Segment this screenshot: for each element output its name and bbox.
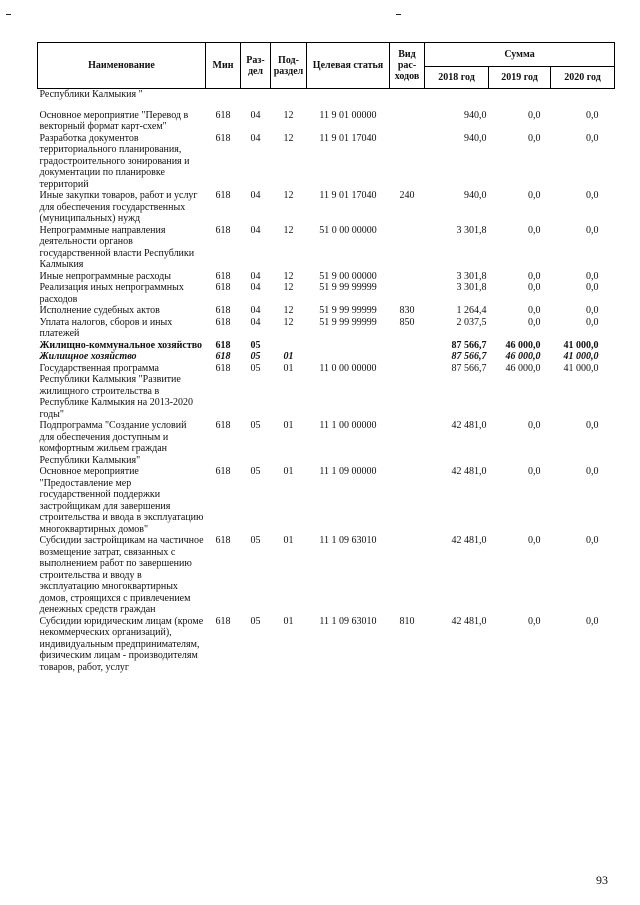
row-razdel: 04 bbox=[250, 109, 261, 121]
row-expense-type bbox=[390, 535, 425, 616]
row-podrazdel: 01 bbox=[283, 466, 294, 477]
table-row bbox=[38, 363, 615, 421]
table-row bbox=[38, 282, 615, 305]
row-name: Иные закупки товаров, работ и услуг для обеспечения государственных (муниципальных) нужд bbox=[39, 190, 198, 224]
row-razdel: 05 bbox=[250, 420, 261, 431]
row-name: Государственная программа Республики Калмыкия "Развитие жилищного строительства в Республике Калмыкия на 2013-2020 годы" bbox=[39, 362, 194, 420]
row-expense-type bbox=[390, 225, 425, 271]
row-podrazdel: 12 bbox=[283, 132, 294, 144]
row-sum-2020: 0,0 bbox=[586, 420, 599, 431]
row-razdel: 05 bbox=[250, 362, 261, 374]
row-name: Жилищное хозяйство bbox=[39, 351, 137, 362]
row-sum-2019: 46 000,0 bbox=[505, 351, 541, 362]
row-razdel: 05 bbox=[250, 615, 261, 627]
row-sum-2020: 0,0 bbox=[586, 535, 599, 546]
row-sum-2020: 0,0 bbox=[586, 316, 599, 328]
header-name: Наименование bbox=[38, 43, 206, 89]
row-name: Субсидии юридическим лицам (кроме некоммерческих организаций), индивидуальным предпринимателям, физическим лицам - производителям товаров, работ, услуг bbox=[39, 615, 204, 673]
row-min: 618 bbox=[215, 466, 231, 477]
row-target-article: 11 0 00 00000 bbox=[319, 362, 377, 374]
row-min: 618 bbox=[215, 109, 231, 121]
row-min: 618 bbox=[215, 420, 231, 431]
row-sum-2018: 42 481,0 bbox=[451, 466, 487, 477]
row-podrazdel: 01 bbox=[283, 362, 294, 374]
row-sum-2020: 0,0 bbox=[586, 109, 599, 121]
row-min: 618 bbox=[215, 305, 231, 316]
row-min: 618 bbox=[215, 190, 231, 201]
row-expense-type bbox=[390, 282, 425, 305]
row-razdel: 04 bbox=[250, 190, 261, 201]
row-razdel: 05 bbox=[250, 535, 261, 546]
row-target-article: 11 1 09 00000 bbox=[319, 466, 377, 477]
row-sum-2019: 0,0 bbox=[528, 282, 541, 293]
scan-mark-left bbox=[6, 14, 11, 15]
row-target-article: 11 9 01 17040 bbox=[319, 132, 377, 144]
row-sum-2020: 0,0 bbox=[586, 305, 599, 316]
row-expense-type: 810 bbox=[399, 615, 415, 627]
row-expense-type bbox=[390, 340, 425, 352]
row-sum-2020: 0,0 bbox=[586, 466, 599, 477]
table-body bbox=[38, 89, 615, 674]
row-name: Иные непрограммные расходы bbox=[39, 270, 171, 282]
scan-mark-center bbox=[396, 14, 401, 15]
table-row bbox=[38, 466, 615, 535]
row-sum-2019 bbox=[489, 89, 551, 101]
row-podrazdel: 01 bbox=[283, 351, 294, 362]
row-sum-2019: 0,0 bbox=[528, 224, 541, 236]
row-min: 618 bbox=[215, 224, 231, 236]
row-target-article bbox=[307, 351, 390, 363]
row-razdel: 05 bbox=[250, 351, 261, 362]
header-year-2018: 2018 год bbox=[425, 67, 489, 89]
row-sum-2018: 87 566,7 bbox=[451, 351, 487, 362]
row-podrazdel: 12 bbox=[283, 190, 294, 201]
row-sum-2019: 46 000,0 bbox=[505, 339, 541, 351]
row-expense-type bbox=[390, 133, 425, 191]
row-sum-2019: 0,0 bbox=[528, 420, 541, 431]
row-target-article: 51 9 99 99999 bbox=[319, 305, 377, 316]
row-target-article bbox=[307, 89, 390, 101]
row-sum-2019: 0,0 bbox=[528, 190, 541, 201]
row-name: Подпрограмма "Создание условий для обеспечения доступным и комфортным жильем граждан Республики Калмыкия" bbox=[39, 420, 187, 466]
row-expense-type bbox=[390, 89, 425, 101]
table-row bbox=[38, 317, 615, 340]
header-sum: Сумма bbox=[425, 43, 615, 67]
row-podrazdel: 12 bbox=[283, 305, 294, 316]
spacer-cell bbox=[38, 101, 615, 110]
row-expense-type bbox=[390, 271, 425, 283]
row-sum-2018: 87 566,7 bbox=[451, 339, 487, 351]
row-podrazdel: 12 bbox=[283, 282, 294, 293]
row-target-article: 11 1 00 00000 bbox=[319, 420, 377, 431]
row-target-article: 51 9 99 99999 bbox=[319, 282, 377, 293]
row-sum-2020: 0,0 bbox=[586, 190, 599, 201]
table-row bbox=[38, 535, 615, 616]
row-expense-type: 830 bbox=[399, 305, 415, 316]
row-target-article bbox=[307, 340, 390, 352]
row-sum-2019: 0,0 bbox=[528, 535, 541, 546]
row-name: Жилищно-коммунальное хозяйство bbox=[39, 339, 203, 351]
row-razdel: 04 bbox=[250, 270, 261, 282]
row-sum-2018: 940,0 bbox=[464, 109, 487, 121]
row-sum-2018: 87 566,7 bbox=[451, 362, 487, 374]
row-sum-2020: 0,0 bbox=[586, 132, 599, 144]
row-sum-2019: 0,0 bbox=[528, 615, 541, 627]
header-min: Мин bbox=[206, 43, 241, 89]
row-sum-2018: 42 481,0 bbox=[451, 420, 487, 431]
row-sum-2020: 41 000,0 bbox=[563, 351, 599, 362]
row-target-article: 51 0 00 00000 bbox=[319, 224, 377, 236]
row-razdel: 04 bbox=[250, 305, 261, 316]
header-target-article: Целевая статья bbox=[307, 43, 390, 89]
row-expense-type: 240 bbox=[399, 190, 415, 201]
row-target-article: 11 1 09 63010 bbox=[319, 615, 377, 627]
row-sum-2018 bbox=[425, 89, 489, 101]
page-number: 93 bbox=[596, 873, 608, 887]
row-razdel bbox=[241, 89, 271, 101]
row-sum-2018: 3 301,8 bbox=[456, 224, 487, 236]
row-sum-2020: 0,0 bbox=[586, 270, 599, 282]
header-podrazdel: Под-раздел bbox=[271, 43, 307, 89]
row-min: 618 bbox=[215, 535, 231, 546]
row-sum-2018: 940,0 bbox=[464, 190, 487, 201]
row-sum-2018: 42 481,0 bbox=[451, 615, 487, 627]
row-name: Республики Калмыкия " bbox=[39, 89, 143, 100]
row-sum-2020: 0,0 bbox=[586, 282, 599, 293]
row-name: Непрограммные направления деятельности органов государственной власти Республики Калмыкия bbox=[39, 224, 195, 270]
row-sum-2019: 0,0 bbox=[528, 132, 541, 144]
budget-table bbox=[37, 42, 615, 673]
row-sum-2019: 0,0 bbox=[528, 305, 541, 316]
row-min: 618 bbox=[215, 132, 231, 144]
row-expense-type bbox=[390, 466, 425, 535]
row-sum-2018: 42 481,0 bbox=[451, 535, 487, 546]
row-podrazdel: 12 bbox=[283, 316, 294, 328]
row-spacer bbox=[38, 101, 615, 110]
row-razdel: 04 bbox=[250, 224, 261, 236]
row-podrazdel: 12 bbox=[283, 109, 294, 121]
row-sum-2020: 41 000,0 bbox=[563, 339, 599, 351]
table-row bbox=[38, 340, 615, 352]
row-target-article: 11 1 09 63010 bbox=[319, 535, 377, 546]
row-sum-2019: 0,0 bbox=[528, 466, 541, 477]
row-sum-2020: 0,0 bbox=[586, 615, 599, 627]
table-row bbox=[38, 225, 615, 271]
row-expense-type bbox=[390, 351, 425, 363]
row-sum-2019: 0,0 bbox=[528, 109, 541, 121]
row-expense-type bbox=[390, 363, 425, 421]
header-year-2019: 2019 год bbox=[489, 67, 551, 89]
row-target-article: 51 9 99 99999 bbox=[319, 316, 377, 328]
table-row bbox=[38, 351, 615, 363]
row-sum-2020: 0,0 bbox=[586, 224, 599, 236]
header-razdel: Раз-дел bbox=[241, 43, 271, 89]
row-min: 618 bbox=[215, 270, 231, 282]
row-target-article: 51 9 00 00000 bbox=[319, 270, 377, 282]
row-podrazdel: 12 bbox=[283, 224, 294, 236]
row-razdel: 05 bbox=[250, 339, 261, 351]
row-podrazdel: 01 bbox=[283, 615, 294, 627]
row-min: 618 bbox=[215, 615, 231, 627]
row-sum-2019: 0,0 bbox=[528, 270, 541, 282]
row-sum-2018: 940,0 bbox=[464, 132, 487, 144]
row-razdel: 04 bbox=[250, 282, 261, 293]
row-podrazdel: 12 bbox=[283, 270, 294, 282]
row-podrazdel bbox=[271, 89, 307, 101]
row-sum-2020 bbox=[551, 89, 615, 101]
row-sum-2019: 46 000,0 bbox=[505, 362, 541, 374]
row-min: 618 bbox=[215, 362, 231, 374]
row-name: Исполнение судебных актов bbox=[39, 305, 160, 316]
row-name: Уплата налогов, сборов и иных платежей bbox=[39, 316, 173, 339]
row-sum-2018: 1 264,4 bbox=[456, 305, 487, 316]
row-expense-type bbox=[390, 110, 425, 133]
row-sum-2018: 3 301,8 bbox=[456, 270, 487, 282]
row-podrazdel: 01 bbox=[283, 535, 294, 546]
header-year-2020: 2020 год bbox=[551, 67, 615, 89]
table-row bbox=[38, 271, 615, 283]
row-target-article: 11 9 01 00000 bbox=[319, 109, 377, 121]
row-podrazdel bbox=[271, 340, 307, 352]
table-row bbox=[38, 110, 615, 133]
row-expense-type: 850 bbox=[399, 316, 415, 328]
table-row bbox=[38, 420, 615, 466]
row-razdel: 04 bbox=[250, 316, 261, 328]
table-row bbox=[38, 133, 615, 191]
row-sum-2019: 0,0 bbox=[528, 316, 541, 328]
row-expense-type bbox=[390, 420, 425, 466]
row-min: 618 bbox=[215, 351, 231, 362]
table-row bbox=[38, 305, 615, 317]
row-name: Субсидии застройщикам на частичное возмещение затрат, связанных с выполнением работ по завершению строительства и вводу в эксплуатацию многоквартирных домов, строящихся с привлечением денежных средств граждан bbox=[39, 535, 204, 615]
row-name: Реализация иных непрограммных расходов bbox=[39, 282, 184, 305]
row-sum-2018: 2 037,5 bbox=[456, 316, 487, 328]
row-min bbox=[206, 89, 241, 101]
row-name: Основное мероприятие "Предоставление мер государственной поддержки застройщикам для завершения строительства и ввода в эксплуатацию многоквартирных домов" bbox=[39, 466, 204, 535]
row-sum-2018: 3 301,8 bbox=[456, 282, 487, 293]
row-podrazdel: 01 bbox=[283, 420, 294, 431]
row-razdel: 04 bbox=[250, 132, 261, 144]
row-min: 618 bbox=[215, 339, 231, 351]
table-row bbox=[38, 616, 615, 674]
header-expense-type: Вид рас-ходов bbox=[390, 43, 425, 89]
row-min: 618 bbox=[215, 316, 231, 328]
table-row bbox=[38, 190, 615, 225]
table-row bbox=[38, 89, 615, 101]
row-sum-2020: 41 000,0 bbox=[563, 362, 599, 374]
row-name: Разработка документов территориального планирования, градостроительного зонирования и документации по планировке территорий bbox=[39, 132, 190, 190]
row-target-article: 11 9 01 17040 bbox=[319, 190, 377, 201]
row-min: 618 bbox=[215, 282, 231, 293]
row-razdel: 05 bbox=[250, 466, 261, 477]
row-name: Основное мероприятие "Перевод в векторный формат карт-схем" bbox=[39, 109, 189, 132]
